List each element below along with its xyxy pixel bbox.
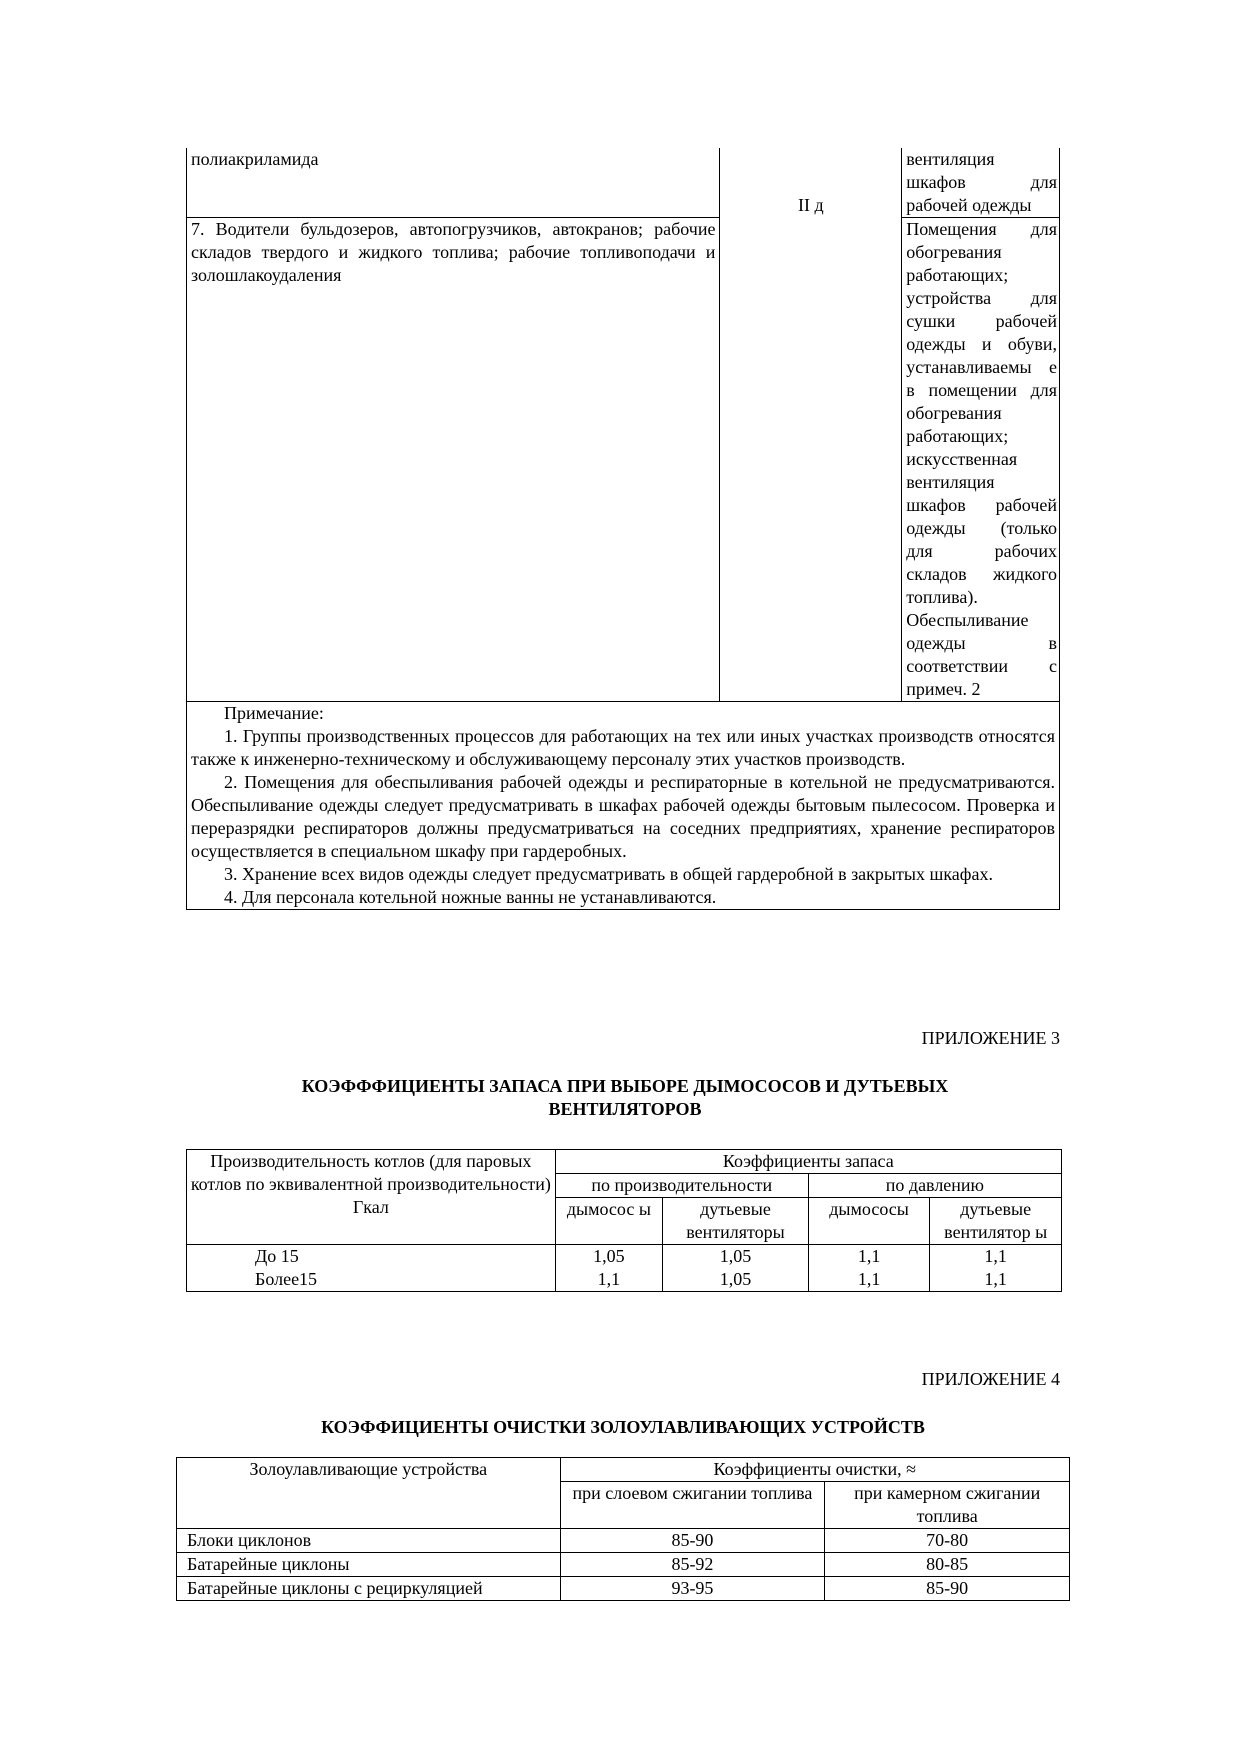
table-cell: 1,05: [555, 1245, 662, 1269]
table-cell: 80-85: [825, 1553, 1070, 1577]
subgroup-header: по производительности: [555, 1174, 808, 1198]
column-header: при камерном сжигании топлива: [825, 1482, 1070, 1529]
column-header: дутьевые вентиляторы: [663, 1198, 809, 1245]
note-cell: [187, 702, 1060, 910]
table-row: [187, 702, 1060, 910]
column-header: дымосос ы: [555, 1198, 662, 1245]
column-header: при слоевом сжигании топлива: [560, 1482, 825, 1529]
reserve-coefficients-table: [186, 1149, 1062, 1292]
table-cell: 85-92: [560, 1553, 825, 1577]
table-cell: 1,1: [808, 1245, 930, 1269]
table-cell: полиакриламида: [187, 148, 720, 218]
table-cell: вентиляция шкафов для рабочей одежды: [902, 148, 1060, 218]
column-header: дымососы: [808, 1198, 930, 1245]
table-row: [187, 1245, 1062, 1269]
table-cell: 1,1: [930, 1245, 1062, 1269]
table-row: [177, 1529, 1070, 1553]
table-cell: 1,1: [555, 1268, 662, 1292]
table-cell: [720, 148, 902, 702]
table-cell: 85-90: [825, 1577, 1070, 1601]
table-cell: Батарейные циклоны с рециркуляцией: [177, 1577, 561, 1601]
table-row: [187, 1268, 1062, 1292]
table-cell: 1,05: [663, 1268, 809, 1292]
note-item: 4. Для персонала котельной ножные ванны не устанавливаются.: [224, 887, 717, 907]
table-cell: 70-80: [825, 1529, 1070, 1553]
table-cell: 1,1: [930, 1268, 1062, 1292]
table-cell: 85-90: [560, 1529, 825, 1553]
column-header: Золоулавливающие устройства: [177, 1458, 561, 1529]
table-cell: Батарейные циклоны: [177, 1553, 561, 1577]
subgroup-header: по давлению: [808, 1174, 1061, 1198]
group-header: Коэффициенты очистки, ≈: [560, 1458, 1069, 1482]
note-heading: Примечание:: [224, 703, 324, 723]
table-cell: 93-95: [560, 1577, 825, 1601]
note-item: 1. Группы производственных процессов для работающих на тех или иных участках производств относятся также к инженерно-техническому и обслуживающему персоналу этих участков производств.: [191, 726, 1055, 769]
table-header-row: [177, 1458, 1070, 1482]
cleaning-coefficients-table: [176, 1457, 1070, 1601]
note-item: 3. Хранение всех видов одежды следует предусматривать в общей гардеробной в закрытых шкафах.: [224, 864, 993, 884]
column-header: Производительность котлов (для паровых котлов по эквивалентной производительности) Гкал: [187, 1150, 556, 1245]
table-cell: 1,1: [808, 1268, 930, 1292]
sanitary-groups-table: [186, 148, 1060, 910]
table-row: [187, 218, 1060, 702]
process-group-value: II д: [798, 195, 824, 215]
column-header: дутьевые вентилятор ы: [930, 1198, 1062, 1245]
note-item: 2. Помещения для обеспыливания рабочей одежды и респираторные в котельной не предусматриваются. Обеспыливание одежды следует предусматривать в шкафах рабочей одежды бытовым пылесосом. Проверка и переразрядки респираторов должны предусматриваться на соседних предприятиях, хранение респираторов осуществляется в специальном шкафу при гардеробных.: [191, 772, 1055, 861]
table-cell: До 15: [187, 1245, 556, 1269]
table-row: [177, 1553, 1070, 1577]
table-cell: Более15: [187, 1268, 556, 1292]
appendix-title: КОЭФФИЦИЕНТЫ ОЧИСТКИ ЗОЛОУЛАВЛИВАЮЩИХ УСТРОЙСТВ: [321, 1417, 925, 1437]
table-cell: 1,05: [663, 1245, 809, 1269]
table-cell: 7. Водители бульдозеров, автопогрузчиков, автокранов; рабочие складов твердого и жидкого топлива; рабочие топливоподачи и золошлакоудаления: [187, 218, 720, 702]
appendix-label: ПРИЛОЖЕНИЕ 4: [921, 1369, 1060, 1389]
group-header: Коэффициенты запаса: [555, 1150, 1061, 1174]
table-row: [177, 1577, 1070, 1601]
table-row: [187, 148, 1060, 218]
table-cell: Помещения для обогревания работающих; устройства для сушки рабочей одежды и обуви, устанавливаемы е в помещении для обогревания работающих; искусственная вентиляция шкафов рабочей одежды (только для рабочих складов жидкого топлива). Обеспыливание одежды в соответствии с примеч. 2: [902, 218, 1060, 702]
table-cell: Блоки циклонов: [177, 1529, 561, 1553]
appendix-label: ПРИЛОЖЕНИЕ 3: [921, 1028, 1060, 1048]
appendix-title: КОЭФФФИЦИЕНТЫ ЗАПАСА ПРИ ВЫБОРЕ ДЫМОСОСОВ И ДУТЬЕВЫХ ВЕНТИЛЯТОРОВ: [301, 1076, 949, 1119]
table-header-row: [187, 1150, 1062, 1174]
